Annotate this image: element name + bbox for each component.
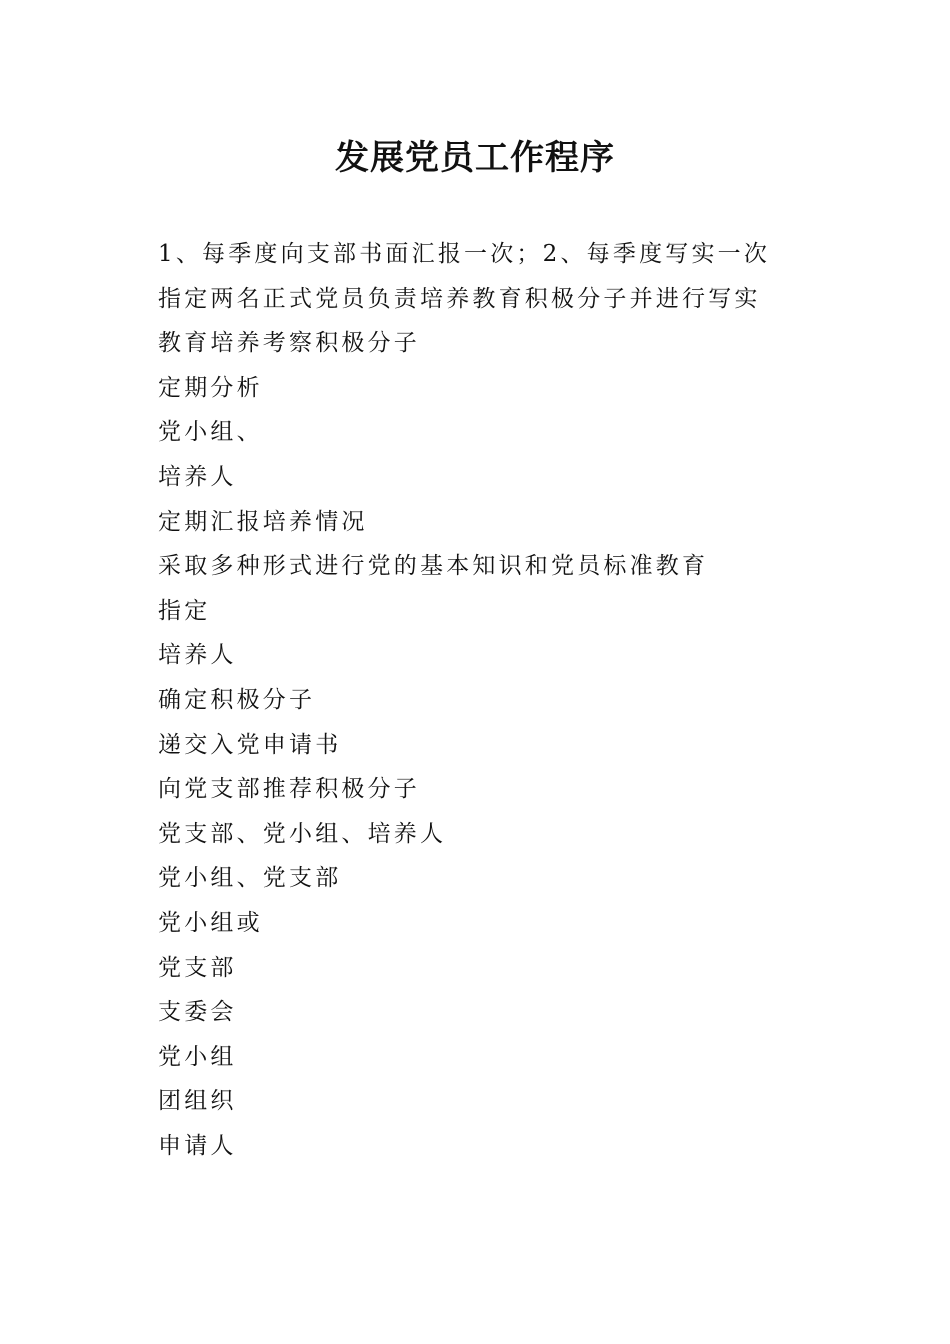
text-line: 递交入党申请书 xyxy=(158,731,342,758)
text-line: 定期分析 xyxy=(158,374,263,401)
text-line: 培养人 xyxy=(158,642,237,669)
text-line: 党小组 xyxy=(158,1043,237,1070)
text-line: 向党支部推荐积极分子 xyxy=(158,776,420,803)
text-line: 指定 xyxy=(158,597,211,624)
text-line: 1、每季度向支部书面汇报一次；2、每季度写实一次 xyxy=(158,241,771,267)
text-line: 培养人 xyxy=(158,463,237,490)
text-line: 党小组、 xyxy=(158,419,263,446)
text-line: 采取多种形式进行党的基本知识和党员标准教育 xyxy=(158,553,709,580)
text-line: 团组织 xyxy=(158,1088,237,1115)
text-line: 教育培养考察积极分子 xyxy=(158,330,420,357)
text-line: 定期汇报培养情况 xyxy=(158,508,368,535)
text-line: 指定两名正式党员负责培养教育积极分子并进行写实 xyxy=(158,285,761,312)
text-line: 党小组、党支部 xyxy=(158,865,342,892)
text-line: 确定积极分子 xyxy=(158,686,316,713)
text-line: 党小组或 xyxy=(158,909,263,936)
document-body xyxy=(158,232,798,1168)
text-line: 申请人 xyxy=(158,1132,237,1159)
document-title: 发展党员工作程序 xyxy=(335,138,615,178)
text-line: 支委会 xyxy=(158,999,237,1026)
text-line: 党支部 xyxy=(158,954,237,981)
text-line: 党支部、党小组、培养人 xyxy=(158,820,447,847)
